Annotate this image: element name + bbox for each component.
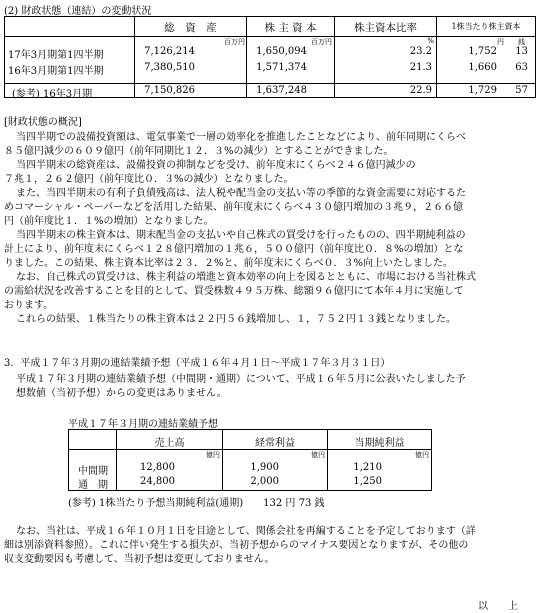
row3-label: (参考) 16年3月期 — [12, 89, 93, 100]
end-mark: 以 上 — [478, 601, 518, 612]
forecast-header-sales: 売上高 — [154, 438, 185, 449]
closing-line: 細は別添資料参照）。これに伴い発生する損失が、当初予想からのマイナス要因となりますが、その他の — [4, 540, 469, 551]
row1-equity: 1,650,094 — [256, 46, 307, 57]
overview-line: なお、自己株式の買受けは、株主利益の増進と資本効率の向上を図るとともに、市場における当社株式 — [16, 272, 476, 283]
header-per-share-equity: 1株当たり株主資本 — [451, 22, 521, 31]
overview-line: 当四半期末の総資産は、設備投資の抑制などを受け、前年度末にくらべ２４６億円減少の — [16, 160, 416, 171]
overview-heading: [財政状態の概況] — [4, 117, 82, 128]
overview-line: これらの結果、１株当たりの株主資本は２２円５６銭増加し、１，７５２円１３銭となりました。 — [16, 314, 456, 325]
row1-label: 17年3月期第1四半期 — [8, 50, 104, 61]
forecast-row1-net: 1,210 — [353, 462, 382, 473]
overview-line: おります。 — [4, 300, 54, 311]
intro-line: 想数値（当初予想）からの変更はありません。 — [16, 388, 227, 399]
row3-total-assets: 7,150,826 — [144, 85, 195, 96]
forecast-header-net: 当期純利益 — [354, 438, 405, 449]
row3-per-share-yen: 1,729 — [468, 85, 497, 96]
overview-line: 当四半期での設備投資額は、電気事業で一層の効率化を推進したことなどにより、前年同期にくらべ — [16, 132, 466, 143]
forecast-row2-label: 通 期 — [78, 480, 108, 491]
row3-per-share-sen: 57 — [515, 85, 528, 96]
row1-total-assets: 7,126,214 — [144, 46, 195, 57]
overview-line: 計上により、前年度末にくらべ１２８億円増加の１兆６，５００億円（前年度比０．８%の増加）とな — [4, 244, 464, 255]
forecast-unit-sales: 億円 — [206, 451, 220, 459]
forecast-row1-sales: 12,800 — [140, 462, 175, 473]
header-equity-ratio: 株主資本比率 — [354, 22, 417, 34]
overview-line: りました。この結果、株主資本比率は２３．２%と、前年度末にくらべ０．３%向上いたしました。 — [4, 258, 454, 269]
row1-per-share-yen: 1,752 — [468, 46, 497, 57]
section3-title: 3．平成１７年３月期の連結業績予想（平成１６年４月１日〜平成１７年３月３１日） — [4, 358, 391, 369]
header-equity: 株 主 資 本 — [264, 22, 317, 34]
row3-equity: 1,637,248 — [256, 85, 307, 96]
row3-ratio: 22.9 — [409, 85, 432, 96]
forecast-row2-net: 1,250 — [353, 476, 382, 487]
eps-note: (参考) 1株当たり予想当期純利益(通期) 132 円 73 銭 — [68, 498, 325, 509]
row2-per-share-sen: 63 — [515, 62, 528, 73]
unit-ratio: % — [427, 37, 434, 45]
forecast-row1-label: 中間期 — [78, 466, 108, 477]
overview-line: また、当四半期末の有利子負債残高は、法人税や配当金の支払い等の季節的な資金需要に対応するた — [16, 188, 466, 199]
row2-total-assets: 7,380,510 — [144, 62, 195, 73]
forecast-row1-ordinary: 1,900 — [250, 462, 279, 473]
row2-ratio: 21.3 — [409, 62, 432, 73]
overview-line: ８５億円減少の６０９億円（前年同期比１２．３%の減少）とすることができました。 — [4, 146, 394, 157]
row2-per-share-yen: 1,660 — [468, 62, 497, 73]
row2-label: 16年3月期第1四半期 — [8, 66, 104, 77]
intro-line: 平成１７年３月期の連結業績予想（中間期・通期）について、平成１６年５月に公表いたしました予 — [16, 374, 466, 385]
closing-line: なお、当社は、平成１６年１０月１日を目途として、関係会社を再編することを予定しております（詳 — [16, 526, 476, 537]
overview-line: 当四半期末の株主資本は、期末配当金の支払いや自己株式の買受けを行ったものの、四半期純利益の — [16, 230, 466, 241]
section2-title: (2) 財政状態（連結）の変動状況 — [4, 6, 152, 17]
overview-line: めコマーシャル・ペーパーなどを活用した結果、前年度末にくらべ４３０億円増加の３兆９，２６６億 — [4, 202, 464, 213]
row1-ratio: 23.2 — [409, 46, 432, 57]
header-total-assets: 総 資 産 — [164, 22, 217, 34]
overview-line: の需給状況を改善することを目的として、買受株数４９５万株、総額９６億円にて本年４月に実施して — [4, 286, 464, 297]
unit-per-share: 円 銭 — [497, 38, 525, 46]
forecast-unit-ordinary: 億円 — [311, 451, 325, 459]
forecast-row2-sales: 24,800 — [140, 476, 175, 487]
financial-position-table — [4, 16, 536, 98]
forecast-unit-net: 億円 — [415, 451, 429, 459]
forecast-caption: 平成１７年３月期の連結業績予想 — [68, 419, 218, 430]
unit-total-assets: 百万円 — [224, 38, 245, 46]
row1-per-share-sen: 13 — [515, 46, 528, 57]
forecast-header-ordinary: 経常利益 — [255, 438, 295, 449]
unit-equity: 百万円 — [311, 38, 332, 46]
row2-equity: 1,571,374 — [256, 62, 307, 73]
forecast-table — [68, 429, 432, 491]
closing-line: 収支変動要因も考慮して、当初予想は変更しておりません。 — [4, 554, 275, 565]
overview-line: ７兆１，２６２億円（前年度比０．３%の減少）となりました。 — [4, 174, 294, 185]
forecast-row2-ordinary: 2,000 — [250, 476, 279, 487]
overview-line: 円（前年度比１．１%の増加）となりました。 — [4, 216, 214, 227]
